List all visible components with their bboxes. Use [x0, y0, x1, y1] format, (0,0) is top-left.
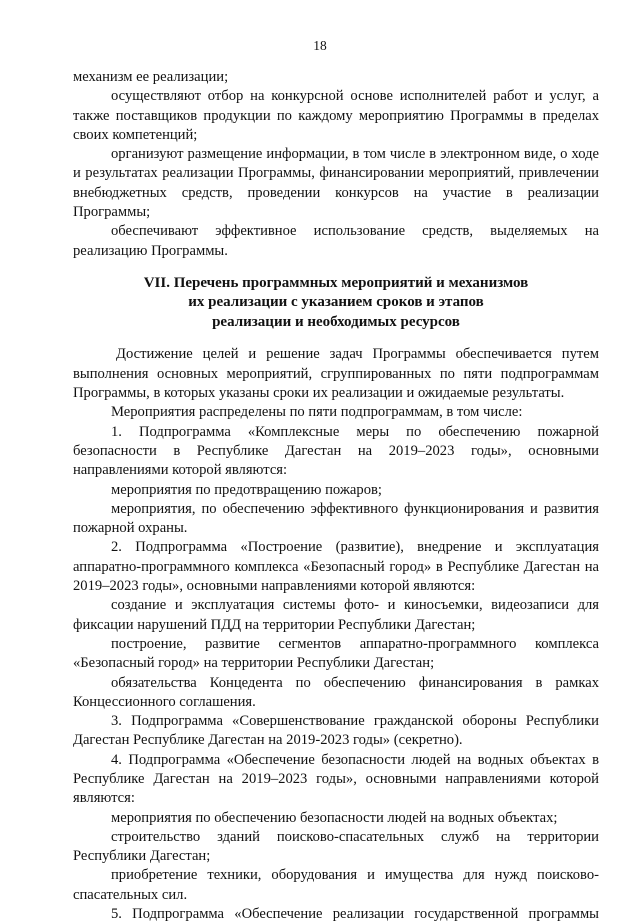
paragraph: 1. Подпрограмма «Комплексные меры по обеспечению пожарной безопасности в Республике Дагестан на 2019–2023 годы», основными направлениями которой являются:	[73, 423, 599, 479]
page-number: 18	[313, 38, 327, 53]
paragraph: 4. Подпрограмма «Обеспечение безопасности людей на водных объектах в Республике Дагестан на 2019–2023 годы», основными направлениями которой являются:	[73, 751, 599, 807]
section-heading-line: их реализации с указанием сроков и этапов	[188, 294, 484, 311]
paragraph: мероприятия по обеспечению безопасности людей на водных объектах;	[111, 809, 558, 826]
paragraph: обеспечивают эффективное использование средств, выделяемых на реализацию Программы.	[73, 223, 599, 259]
paragraph: 2. Подпрограмма «Построение (развитие), внедрение и эксплуатация аппаратно-программного комплекса «Безопасный город» в Республике Дагестан на 2019–2023 годы», основными направлениями которой являются:	[73, 539, 599, 595]
paragraph: механизм ее реализации;	[73, 69, 229, 85]
paragraph: 3. Подпрограмма «Совершенствование гражданской обороны Республики Дагестан Республике Дагестан на 2019-2023 годы» (секретно).	[73, 713, 599, 749]
paragraph: построение, развитие сегментов аппаратно-программного комплекса «Безопасный город» на территории Республики Дагестан;	[73, 635, 599, 672]
section-heading-line: VII. Перечень программных мероприятий и механизмов	[143, 274, 529, 291]
paragraph: создание и эксплуатация системы фото- и киносъемки, видеозаписи для фиксации нарушений ПДД на территории Республики Дагестан;	[73, 597, 599, 633]
paragraph: мероприятия, по обеспечению эффективного функционирования и развития пожарной охраны.	[73, 500, 599, 537]
paragraph: 5. Подпрограмма «Обеспечение реализации государственной программы	[111, 906, 599, 923]
section-heading	[73, 274, 599, 333]
section-heading-line: реализации и необходимых ресурсов	[212, 313, 460, 330]
paragraph: организуют размещение информации, в том числе в электронном виде, о ходе и результатах реализации Программы, финансировании мероприятий, привлечении внебюджетных средств, проведении конкурсов на участие в реализации Программы;	[73, 146, 599, 221]
paragraph: осуществляют отбор на конкурсной основе исполнителей работ и услуг, а также поставщиков продукции по каждому мероприятию Программы в пределах своих компетенций;	[73, 88, 599, 143]
paragraph: приобретение техники, оборудования и имущества для нужд поисково-спасательных сил.	[73, 867, 599, 903]
paragraph: строительство зданий поисково-спасательных служб на территории Республики Дагестан;	[73, 828, 599, 865]
document-body	[73, 68, 599, 924]
paragraph: мероприятия по предотвращению пожаров;	[111, 481, 382, 498]
paragraph: Мероприятия распределены по пяти подпрограммам, в том числе:	[111, 404, 523, 421]
paragraph: Достижение целей и решение задач Программы обеспечивается путем выполнения основных мероприятий, сгруппированных по пяти подпрограммам Программы, в которых указаны сроки их реализации и ожидаемые результаты.	[73, 346, 599, 402]
paragraph: обязательства Концедента по обеспечению финансирования в рамках Концессионного соглашения.	[73, 674, 599, 710]
